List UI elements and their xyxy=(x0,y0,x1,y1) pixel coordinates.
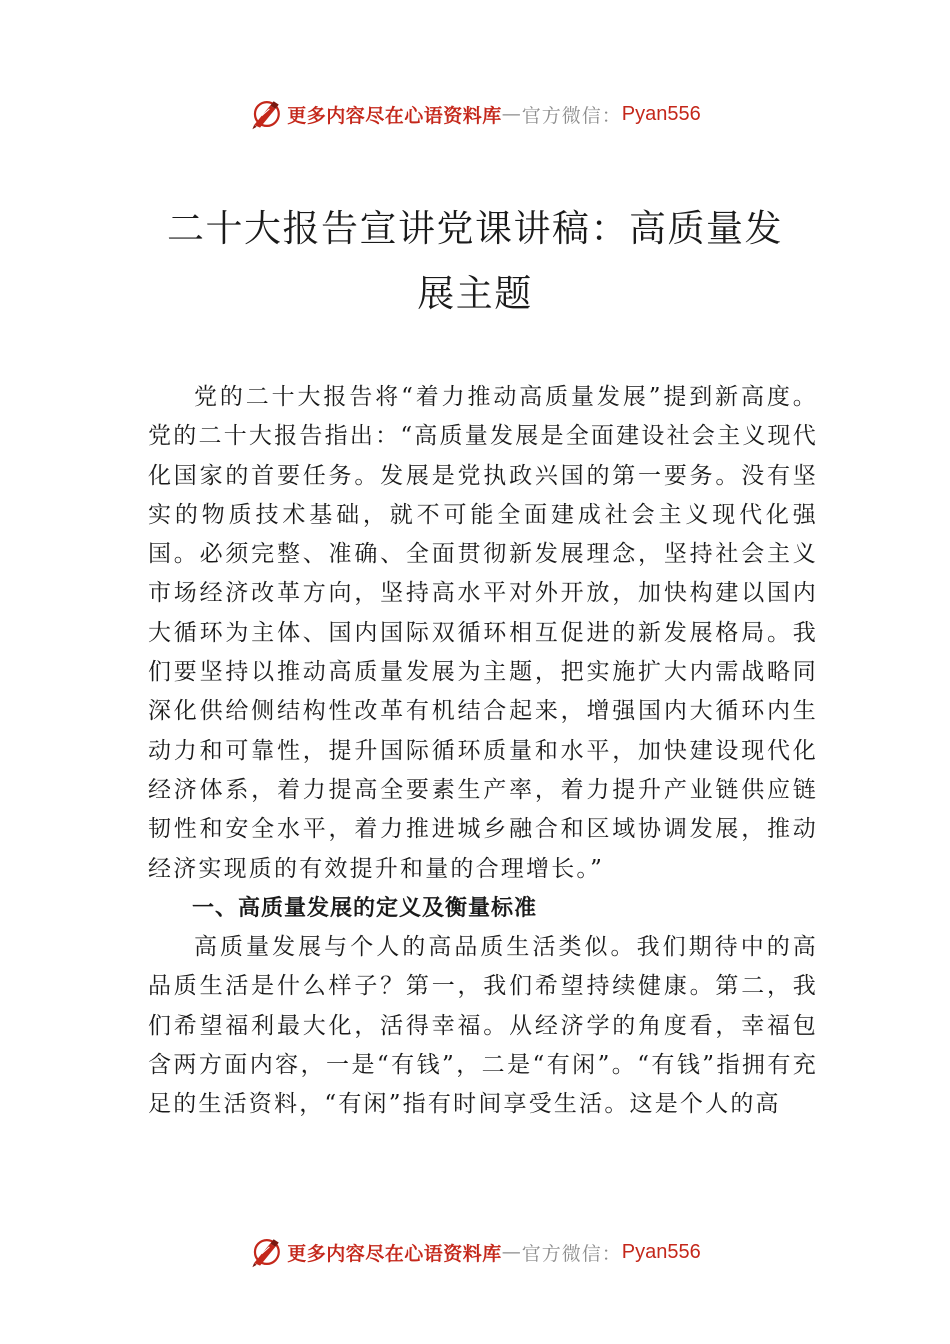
banner-label: 官方微信： xyxy=(521,104,622,127)
paragraph-section-1: 高质量发展与个人的高品质生活类似。我们期待中的高品质生活是什么样子？第一，我们希望持续健康。第二，我们希望福利最大化，活得幸福。从经济学的角度看，幸福包含两方面内容，一是“有钱”，二是“有闲”。“有钱”指拥有充足的生活资料，“有闲”指有时间享受生活。这是个人的高 xyxy=(148,934,818,1118)
banner-separator: — xyxy=(501,103,522,125)
paragraph-intro: 党的二十大报告将“着力推动高质量发展”提到新高度。党的二十大报告指出：“高质量发展是全面建设社会主义现代化国家的首要任务。发展是党执政兴国的第一要务。没有坚实的物质技术基础，就不可能全面建成社会主义现代化强国。必须完整、准确、全面贯彻新发展理念，坚持社会主义市场经济改革方向，坚持高水平对外开放，加快构建以国内大循环为主体、国内国际双循环相互促进的新发展格局。我们要坚持以推动高质量发展为主题，把实施扩大内需战略同深化供给侧结构性改革有机结合起来，增强国内大循环内生动力和可靠性，提升国际循环质量和水平，加快建设现代化经济体系，着力提高全要素生产率，着力提升产业链供应链韧性和安全水平，着力推进城乡融合和区域协调发展，推动经济实现质的有效提升和量的合理增长。” xyxy=(148,384,818,882)
banner-wechat-id: Pyan556 xyxy=(621,1240,701,1263)
document-title: 二十大报告宣讲党课讲稿：高质量发展主题 xyxy=(167,207,783,315)
fountain-pen-logo-icon xyxy=(249,97,283,131)
document-body xyxy=(148,378,818,1125)
section-heading-1: 一、高质量发展的定义及衡量标准 xyxy=(192,895,538,921)
fountain-pen-logo-icon xyxy=(249,1235,283,1269)
header-watermark-banner xyxy=(0,94,950,134)
banner-wechat-id: Pyan556 xyxy=(621,102,701,125)
footer-watermark-banner xyxy=(0,1232,950,1272)
banner-text: 更多内容尽在心语资料库 xyxy=(287,1242,502,1265)
banner-separator: — xyxy=(501,1241,522,1263)
banner-label: 官方微信： xyxy=(521,1242,622,1265)
banner-text: 更多内容尽在心语资料库 xyxy=(287,104,502,127)
